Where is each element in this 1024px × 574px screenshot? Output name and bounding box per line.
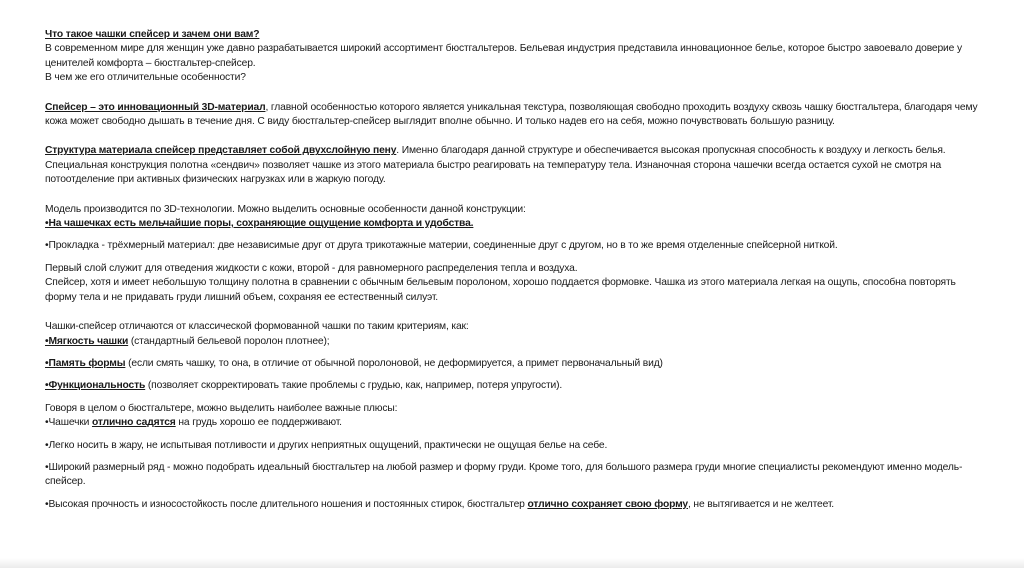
memory-lead: •Память формы xyxy=(45,357,126,369)
memory-rest: (если смять чашку, то она, в отличие от обычной поролоновой, не деформируется, а примет первоначальный вид) xyxy=(125,357,663,369)
fit-bold: отлично садятся xyxy=(91,417,176,429)
spacer-lead: Спейсер – это инновационный 3D-материал xyxy=(45,101,266,113)
layers-first: Первый слой служит для отведения жидкости с кожи, второй - для равномерного распределения тепла и воздуха. xyxy=(45,262,578,274)
model-bullet: •На чашечках есть мельчайшие поры, сохраняющие ощущение комфорта и удобства. xyxy=(45,218,474,230)
plus-hot: •Легко носить в жару, не испытывая потливости и других неприятных ощущений, практически не ощущая белье на себе. xyxy=(45,439,608,451)
durable-bold: отлично сохраняет свою форму xyxy=(527,498,689,510)
criteria-memory xyxy=(45,357,985,371)
criteria-softness xyxy=(45,335,985,349)
slide-bottom-shadow xyxy=(0,558,1024,568)
criteria-function xyxy=(45,379,985,393)
durable-post: , не вытягивается и не желтеет. xyxy=(688,498,834,510)
plus-fit xyxy=(45,416,985,430)
criteria-intro: Чашки-спейсер отличаются от классической формованной чашки по таким критериям, как: xyxy=(45,321,469,333)
function-lead: •Функциональность xyxy=(45,380,146,392)
intro-title xyxy=(45,28,985,42)
fit-post: на грудь хорошо ее поддерживают. xyxy=(175,417,342,429)
article-text xyxy=(45,28,985,512)
structure-paragraph xyxy=(45,144,985,187)
intro-question: В чем же его отличительные особенности? xyxy=(45,72,246,84)
structure-lead: Структура материала спейсер представляет собой двухслойную пену xyxy=(45,145,397,157)
structure-rest: . Именно благодаря данной структуре и обеспечивается высокая пропускная способность к воздуху и легкость белья. Специальная конструкция полотна «сендвич» позволяет чашке из этого материала быстро реагировать на температуру тела. Изнаночная сторона чашечки всегда остается сухой не смотря на потоотделение при активных физических нагрузках или в жаркую погоду. xyxy=(45,145,946,186)
function-rest: (позволяет скорректировать такие проблемы с грудью, как, например, потеря упругости). xyxy=(145,380,563,392)
layers-second: Спейсер, хотя и имеет небольшую толщину полотна в сравнении с обычным бельевым поролоном, хорошо поддается формовке. Чашка из этого материала легкая на ощупь, способна повторять форму тела и не придавать груди лишний объем, сохраняя ее естественный силуэт. xyxy=(45,277,956,303)
softness-rest: (стандартный бельевой поролон плотнее); xyxy=(128,335,330,347)
softness-lead: •Мягкость чашки xyxy=(45,335,129,347)
fit-pre: •Чашечки xyxy=(45,417,92,429)
intro-title-text: Что такое чашки спейсер и зачем они вам? xyxy=(45,29,260,40)
plus-sizes: •Широкий размерный ряд - можно подобрать идеальный бюстгальтер на любой размер и форму груди. Кроме того, для большого размера груди многие специалисты рекомендуют именно модель-спейсер. xyxy=(45,461,963,488)
pluses-intro: Говоря в целом о бюстгальтере, можно выделить наиболее важные плюсы: xyxy=(45,402,398,414)
durable-pre: •Высокая прочность и износостойкость после длительного ношения и постоянных стирок, бюстгальтер xyxy=(45,498,528,510)
intro-paragraph: В современном мире для женщин уже давно разрабатывается широкий ассортимент бюстгальтеров. Бельевая индустрия представила инновационное белье, которое быстро завоевало доверие у ценителей комфорта – бюстгальтер-спейсер. xyxy=(45,43,962,69)
layer-bullet: •Прокладка - трёхмерный материал: две независимые друг от друга трикотажные материи, соединенные друг с другом, но в то же время отделенные спейсерной ниткой. xyxy=(45,240,838,252)
spacer-paragraph xyxy=(45,101,985,130)
model-paragraph: Модель производится по 3D-технологии. Можно выделить основные особенности данной конструкции: xyxy=(45,203,526,215)
spacer-rest: , главной особенностью которого является уникальная текстура, позволяющая свободно проходить воздуху сквозь чашку бюстгальтера, благодаря чему кожа может свободно дышать в течение дня. С виду бюстгальтер-спейсер выглядит вполне обычно. И только надев его на себя, можно почувствовать большую разницу. xyxy=(45,101,978,128)
plus-durable xyxy=(45,498,985,512)
